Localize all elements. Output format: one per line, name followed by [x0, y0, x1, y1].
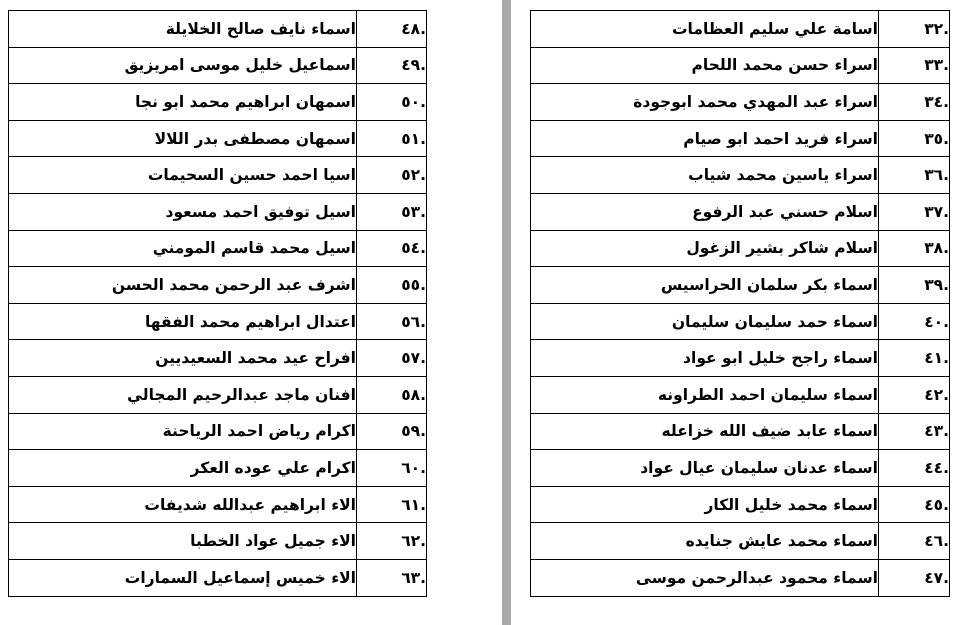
table-row [9, 486, 427, 523]
row-number: .٤٩ [357, 47, 427, 84]
table-row [531, 230, 950, 267]
student-name: اسيل محمد قاسم المومني [9, 230, 357, 267]
student-name: اسماء راجح خليل ابو عواد [531, 340, 879, 377]
student-name: اسمهان ابراهيم محمد ابو نجا [9, 84, 357, 121]
student-name: اسيا احمد حسين السحيمات [9, 157, 357, 194]
student-name: اسماء سليمان احمد الطراونه [531, 376, 879, 413]
table-row [531, 486, 950, 523]
student-name: الاء خميس إسماعيل السمارات [9, 559, 357, 596]
right-page-table [530, 10, 950, 597]
table-row [9, 376, 427, 413]
row-number: .٦١ [357, 486, 427, 523]
table-row [531, 340, 950, 377]
student-name: اسمهان مصطفى بدر اللالا [9, 120, 357, 157]
student-name: اسماء بكر سلمان الحراسيس [531, 267, 879, 304]
row-number: .٦٣ [357, 559, 427, 596]
table-row [531, 523, 950, 560]
row-number: .٤٢ [879, 376, 950, 413]
student-name: اعتدال ابراهيم محمد الفقها [9, 303, 357, 340]
student-name: اسماء عدنان سليمان عيال عواد [531, 450, 879, 487]
table-row [9, 340, 427, 377]
table-row [531, 47, 950, 84]
table-row [9, 230, 427, 267]
student-name: اسراء حسن محمد اللحام [531, 47, 879, 84]
table-row [9, 523, 427, 560]
student-name: اسراء فريد احمد ابو صيام [531, 120, 879, 157]
student-name: افنان ماجد عبدالرحيم المجالي [9, 376, 357, 413]
row-number: .٦٢ [357, 523, 427, 560]
table-row [9, 413, 427, 450]
student-name: اسماء عابد ضيف الله خزاعله [531, 413, 879, 450]
student-name: اسراء عبد المهدي محمد ابوجودة [531, 84, 879, 121]
page-divider [502, 0, 511, 625]
table-row [9, 120, 427, 157]
row-number: .٣٧ [879, 193, 950, 230]
table-row [9, 11, 427, 48]
table-row [531, 157, 950, 194]
row-number: .٤٥ [879, 486, 950, 523]
left-page-table [8, 10, 427, 597]
table-row [531, 303, 950, 340]
student-name: افراح عيد محمد السعيديين [9, 340, 357, 377]
student-name: اسماء حمد سليمان سليمان [531, 303, 879, 340]
student-name: اسراء ياسين محمد شياب [531, 157, 879, 194]
row-number: .٤٦ [879, 523, 950, 560]
table-row [531, 84, 950, 121]
table-row [9, 267, 427, 304]
table-row [531, 120, 950, 157]
student-name: الاء جميل عواد الخطبا [9, 523, 357, 560]
row-number: .٣٢ [879, 11, 950, 48]
table-row [9, 303, 427, 340]
right-page-rows [531, 11, 950, 597]
row-number: .٥٦ [357, 303, 427, 340]
row-number: .٥٥ [357, 267, 427, 304]
row-number: .٥٤ [357, 230, 427, 267]
row-number: .٣٨ [879, 230, 950, 267]
row-number: .٥٢ [357, 157, 427, 194]
row-number: .٣٥ [879, 120, 950, 157]
student-name: اسماء محمود عبدالرحمن موسى [531, 559, 879, 596]
row-number: .٤١ [879, 340, 950, 377]
row-number: .٥٣ [357, 193, 427, 230]
table-row [531, 193, 950, 230]
student-name: الاء ابراهيم عبدالله شديفات [9, 486, 357, 523]
table-row [9, 193, 427, 230]
row-number: .٥٨ [357, 376, 427, 413]
student-name: اسلام شاكر بشير الزغول [531, 230, 879, 267]
table-row [531, 11, 950, 48]
student-name: اسماء نايف صالح الخلايلة [9, 11, 357, 48]
student-name: اسماء محمد خليل الكار [531, 486, 879, 523]
student-name: اسامة علي سليم العظامات [531, 11, 879, 48]
row-number: .٥٧ [357, 340, 427, 377]
student-name: اسماعيل خليل موسى امريزيق [9, 47, 357, 84]
student-name: اكرام رياض احمد الرياحنة [9, 413, 357, 450]
table-row [531, 559, 950, 596]
table-row [531, 450, 950, 487]
table-row [9, 157, 427, 194]
row-number: .٥٩ [357, 413, 427, 450]
row-number: .٣٩ [879, 267, 950, 304]
student-name: اكرام علي عوده العكر [9, 450, 357, 487]
table-row [9, 47, 427, 84]
row-number: .٣٤ [879, 84, 950, 121]
row-number: .٣٦ [879, 157, 950, 194]
table-row [9, 450, 427, 487]
left-page-rows [9, 11, 427, 597]
row-number: .٤٠ [879, 303, 950, 340]
row-number: .٥١ [357, 120, 427, 157]
row-number: .٤٣ [879, 413, 950, 450]
student-name: اسيل توفيق احمد مسعود [9, 193, 357, 230]
table-row [531, 413, 950, 450]
table-row [9, 559, 427, 596]
row-number: .٥٠ [357, 84, 427, 121]
row-number: .٤٤ [879, 450, 950, 487]
student-name: اسلام حسني عبد الرفوع [531, 193, 879, 230]
row-number: .٤٨ [357, 11, 427, 48]
student-name: اسماء محمد عايش جنايده [531, 523, 879, 560]
row-number: .٤٧ [879, 559, 950, 596]
student-name: اشرف عبد الرحمن محمد الحسن [9, 267, 357, 304]
table-row [531, 376, 950, 413]
table-row [531, 267, 950, 304]
table-row [9, 84, 427, 121]
row-number: .٦٠ [357, 450, 427, 487]
row-number: .٣٣ [879, 47, 950, 84]
